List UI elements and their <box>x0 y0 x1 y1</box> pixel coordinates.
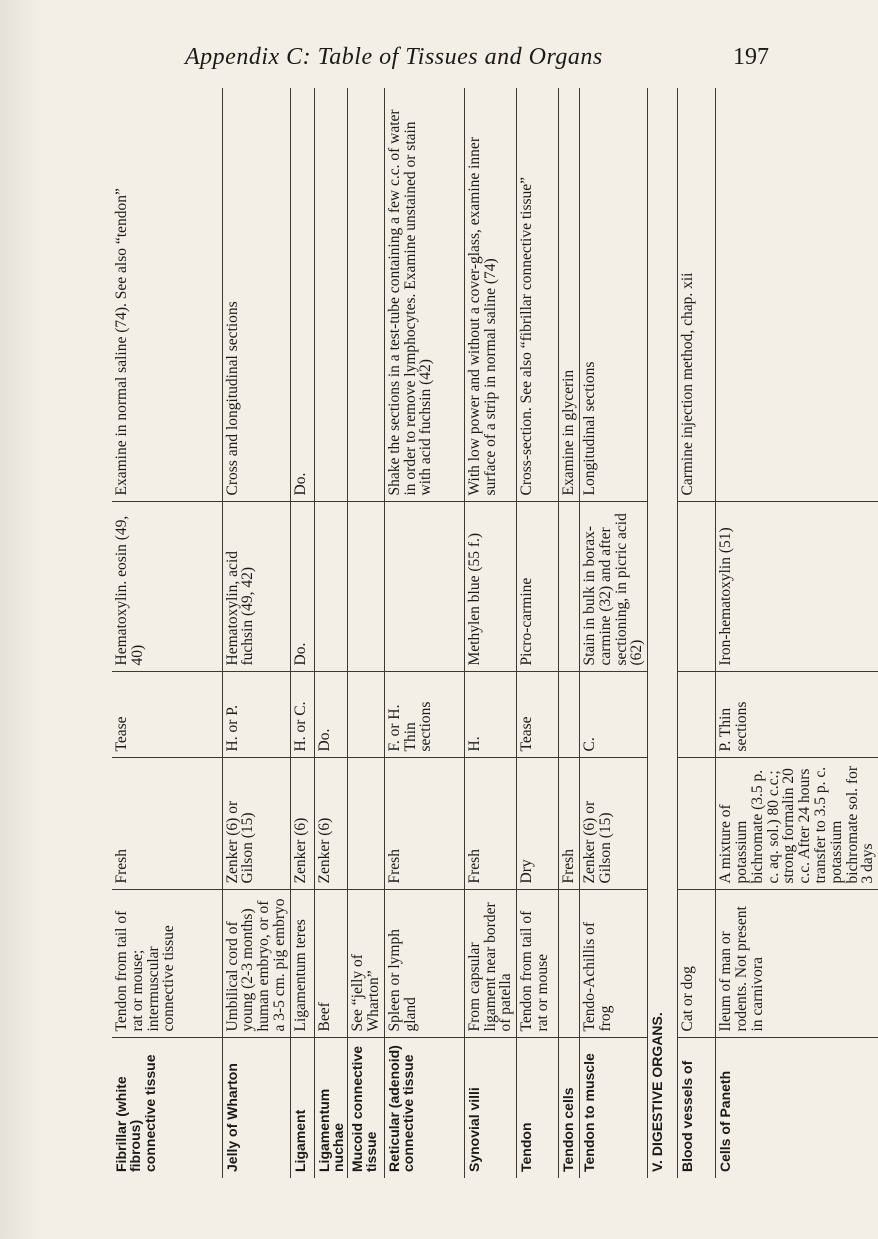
stain-cell: Do. <box>290 502 314 672</box>
remarks-cell: Cross and longitudinal sections <box>222 88 290 502</box>
source-cell: Ileum of man or rodents. Not present in carnivora <box>716 890 878 1038</box>
fixation-cell: Dry <box>517 758 559 890</box>
stain-cell: Stain in bulk in borax-carmine (32) and after sectioning, in picric acid (62) <box>580 502 648 672</box>
page-header <box>0 38 800 78</box>
fixation-cell <box>348 758 385 890</box>
table-row <box>716 88 878 1178</box>
method-cell: H. or C. <box>290 672 314 758</box>
fixation-cell: Zenker (6) <box>314 758 348 890</box>
running-title: Appendix C: Table of Tissues and Organs <box>185 44 603 70</box>
source-cell: Cat or dog <box>678 890 716 1038</box>
section-heading: V. DIGESTIVE ORGANS. <box>649 1012 666 1172</box>
rotated-table-container <box>112 88 877 1178</box>
tissue-name-cell: Synovial villi <box>465 1087 482 1172</box>
table-row <box>464 88 516 1178</box>
table-row <box>348 88 385 1178</box>
source-cell: Tendo-Achillis of frog <box>580 890 648 1038</box>
remarks-cell: Longitudinal sections <box>580 88 648 502</box>
remarks-cell <box>716 88 878 502</box>
table-body <box>112 88 878 1178</box>
tissue-name-cell: Reticular (adenoid) connective tissue <box>385 1045 417 1172</box>
stain-cell: Hematoxylin. eosin (49, 40) <box>112 502 222 672</box>
tissue-name-cell: Mucoid connective tissue <box>349 1045 380 1172</box>
remarks-cell: Do. <box>290 88 314 502</box>
tissue-name-cell: Ligamentum nuchae <box>315 1088 346 1172</box>
remarks-cell: Shake the sections in a test-tube containing a few c.c. of water in order to remove lymphocytes. Examine unstained or stain with acid fuchsin (42) <box>384 88 464 502</box>
stain-cell <box>314 502 348 672</box>
page-edge-shadow <box>0 0 40 1239</box>
stain-cell: Hematoxylin, acid fuchsin (49, 42) <box>222 502 290 672</box>
method-cell <box>348 672 385 758</box>
method-cell: Do. <box>314 672 348 758</box>
method-cell: F. or H. Thin sections <box>384 672 464 758</box>
table-row <box>314 88 348 1178</box>
table-row <box>559 88 580 1178</box>
method-cell: Tease <box>112 672 222 758</box>
source-cell: Ligamentum teres <box>290 890 314 1038</box>
source-cell: Spleen or lymph gland <box>384 890 464 1038</box>
method-cell: H. or P. <box>222 672 290 758</box>
table-row <box>290 88 314 1178</box>
tissue-name-cell: Fibrillar (white fibrous) connective tissue <box>113 1054 158 1172</box>
source-cell: See “jelly of Wharton” <box>348 890 385 1038</box>
page-number: 197 <box>733 44 769 70</box>
table-row <box>517 88 559 1178</box>
fixation-cell: Zenker (6) or Gilson (15) <box>580 758 648 890</box>
tissue-name-cell: Tendon cells <box>560 1087 577 1172</box>
method-cell <box>559 672 580 758</box>
table-row <box>112 88 222 1178</box>
remarks-cell <box>314 88 348 502</box>
method-cell: Tease <box>517 672 559 758</box>
fixation-cell: Fresh <box>384 758 464 890</box>
tissue-name-cell: Tendon to muscle <box>581 1053 597 1172</box>
fixation-cell: Zenker (6) or Gilson (15) <box>222 758 290 890</box>
table-row <box>580 88 648 1178</box>
stain-cell: Picro-carmine <box>517 502 559 672</box>
table-row <box>222 88 290 1178</box>
remarks-cell: Examine in normal saline (74). See also “tendon” <box>112 88 222 502</box>
stain-cell <box>348 502 385 672</box>
remarks-cell <box>348 88 385 502</box>
tissue-name-cell: Ligament <box>291 1109 308 1172</box>
table-row <box>678 88 716 1178</box>
fixation-cell <box>678 758 716 890</box>
source-cell: Beef <box>314 890 348 1038</box>
method-cell <box>678 672 716 758</box>
source-cell: Umbilical cord of young (2-3 months) human embryo, or of a 3-5 cm. pig embryo <box>222 890 290 1038</box>
stain-cell: Iron-hematoxylin (51) <box>716 502 878 672</box>
remarks-cell: Examine in glycerin <box>559 88 580 502</box>
remarks-cell: Carmine injection method, chap. xii <box>678 88 716 502</box>
tissue-name-cell: Jelly of Wharton <box>223 1063 240 1172</box>
method-cell: P. Thin sections <box>716 672 878 758</box>
tissue-name-cell: Cells of Paneth <box>717 1070 734 1172</box>
method-cell: H. <box>464 672 516 758</box>
tissue-table <box>112 88 878 1178</box>
tissue-name-cell: Blood vessels of <box>679 1060 696 1172</box>
fixation-cell: Fresh <box>112 758 222 890</box>
remarks-cell: Cross-section. See also “fibrillar connective tissue” <box>517 88 559 502</box>
fixation-cell: A mixture of potassium bichromate (3.5 p. c. aq. sol.) 80 c.c.; strong formalin 20 c.c. After 24 hours transfer to 3.5 p. c. potassium bichromate sol. for 3 days <box>716 758 878 890</box>
source-cell <box>559 890 580 1038</box>
remarks-cell: With low power and without a cover-glass, examine inner surface of a strip in normal saline (74) <box>464 88 516 502</box>
stain-cell <box>678 502 716 672</box>
stain-cell <box>559 502 580 672</box>
source-cell: From capsular ligament near border of patella <box>464 890 516 1038</box>
fixation-cell: Fresh <box>464 758 516 890</box>
table-row <box>648 88 678 1178</box>
stain-cell: Methylen blue (55 f.) <box>464 502 516 672</box>
tissue-name-cell: Tendon <box>518 1122 535 1172</box>
method-cell: C. <box>580 672 648 758</box>
table-row <box>384 88 464 1178</box>
source-cell: Tendon from tail of rat or mouse; intermuscular connective tissue <box>112 890 222 1038</box>
fixation-cell: Zenker (6) <box>290 758 314 890</box>
fixation-cell: Fresh <box>559 758 580 890</box>
stain-cell <box>384 502 464 672</box>
source-cell: Tendon from tail of rat or mouse <box>517 890 559 1038</box>
